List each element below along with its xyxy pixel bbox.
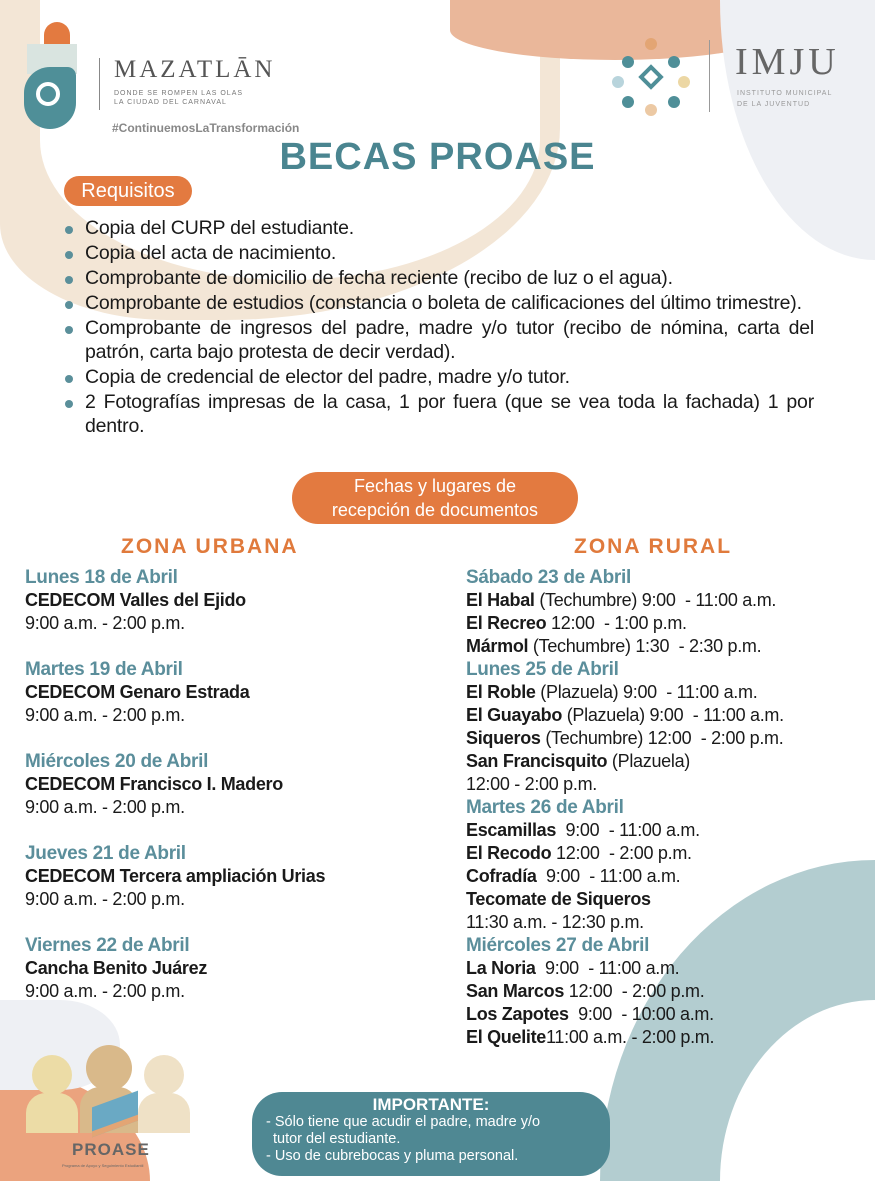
- rural-time: 11:30 a.m. - 12:30 p.m.: [466, 912, 644, 932]
- imju-divider: [709, 40, 710, 112]
- rural-location: [466, 681, 866, 704]
- rural-time: (Techumbre) 12:00 - 2:00 p.m.: [540, 728, 784, 748]
- rural-location: [466, 589, 866, 612]
- logo-divider: [99, 58, 100, 110]
- rural-time: (Techumbre) 1:30 - 2:30 p.m.: [528, 636, 762, 656]
- dates-banner: [292, 472, 578, 524]
- rural-location: [466, 911, 866, 934]
- rural-location: [466, 750, 866, 773]
- rural-place: El Habal: [466, 590, 535, 610]
- rural-time: 12:00 - 2:00 p.m.: [466, 774, 597, 794]
- rural-location: [466, 727, 866, 750]
- urban-place: Cancha Benito Juárez: [25, 958, 208, 978]
- rural-time: 11:00 a.m. - 2:00 p.m.: [546, 1027, 715, 1047]
- rural-place: Tecomate de Siqueros: [466, 889, 651, 909]
- zona-rural-title: ZONA RURAL: [574, 535, 733, 558]
- proase-logo-sub: Programa de Apoyo y Seguimiento Estudiantil: [62, 1163, 144, 1168]
- rural-time: 9:00 - 10:00 a.m.: [568, 1004, 714, 1024]
- urban-date: Miércoles 20 de Abril: [25, 751, 209, 772]
- rural-time: (Plazuela) 9:00 - 11:00 a.m.: [562, 705, 784, 725]
- urban-date-block: [25, 566, 425, 635]
- rural-place: Los Zapotes: [466, 1004, 569, 1024]
- imju-sub1: INSTITUTO MUNICIPAL: [737, 90, 833, 97]
- zona-urbana-title: ZONA URBANA: [121, 535, 299, 558]
- urban-time: 9:00 a.m. - 2:00 p.m.: [25, 981, 185, 1001]
- rural-place: El Roble: [466, 682, 536, 702]
- urban-time: 9:00 a.m. - 2:00 p.m.: [25, 889, 185, 909]
- rural-place: La Noria: [466, 958, 536, 978]
- rural-place: El Quelite: [466, 1027, 547, 1047]
- rural-location: [466, 842, 866, 865]
- requisitos-label: Requisitos: [64, 176, 192, 206]
- dates-banner-line2: recepción de documentos: [331, 500, 539, 520]
- rural-date: Lunes 25 de Abril: [466, 659, 619, 680]
- rural-location: [466, 1026, 866, 1049]
- rural-time: 9:00 - 11:00 a.m.: [536, 866, 681, 886]
- rural-location: [466, 819, 866, 842]
- rural-time: (Plazuela) 9:00 - 11:00 a.m.: [535, 682, 758, 702]
- urban-date-block: [25, 750, 425, 819]
- rural-place: El Guayabo: [466, 705, 563, 725]
- requirement-item: Copia del acta de nacimiento.: [62, 241, 814, 265]
- requirement-item: 2 Fotografías impresas de la casa, 1 por fuera (que se vea toda la fachada) 1 por dentro.: [62, 390, 814, 438]
- urban-date: Martes 19 de Abril: [25, 659, 183, 680]
- urban-date-block: [25, 842, 425, 911]
- urban-place: CEDECOM Valles del Ejido: [25, 590, 246, 610]
- rural-location: [466, 704, 866, 727]
- rural-place: Mármol: [466, 636, 529, 656]
- requirement-item: Comprobante de ingresos del padre, madre y/o tutor (recibo de nómina, carta del patrón, carta bajo protesta de decir verdad).: [62, 316, 814, 364]
- rural-time: 12:00 - 2:00 p.m.: [551, 843, 692, 863]
- hashtag: #ContinuemosLaTransformación: [112, 121, 300, 135]
- rural-location: [466, 1003, 866, 1026]
- rural-location: [466, 957, 866, 980]
- urban-time: 9:00 a.m. - 2:00 p.m.: [25, 705, 185, 725]
- rural-schedule: [466, 566, 866, 1049]
- important-line3: - Uso de cubrebocas y pluma personal.: [266, 1148, 519, 1164]
- rural-date: Miércoles 27 de Abril: [466, 935, 650, 956]
- rural-time: (Techumbre) 9:00 - 11:00 a.m.: [534, 590, 777, 610]
- rural-place: Siqueros: [466, 728, 541, 748]
- proase-logo-name: PROASE: [72, 1140, 150, 1159]
- important-title: IMPORTANTE:: [372, 1095, 490, 1114]
- rural-location: [466, 865, 866, 888]
- urban-place: CEDECOM Genaro Estrada: [25, 682, 250, 702]
- urban-time: 9:00 a.m. - 2:00 p.m.: [25, 613, 185, 633]
- mazatlan-tagline1: DONDE SE ROMPEN LAS OLAS: [114, 90, 244, 97]
- important-line2: tutor del estudiante.: [273, 1131, 401, 1147]
- important-line1: - Sólo tiene que acudir el padre, madre y/o: [266, 1114, 541, 1130]
- urban-place: CEDECOM Francisco I. Madero: [25, 774, 283, 794]
- requirement-item: Copia de credencial de elector del padre, madre y/o tutor.: [62, 365, 814, 389]
- urban-place: CEDECOM Tercera ampliación Urias: [25, 866, 326, 886]
- mazatlan-tagline2: LA CIUDAD DEL CARNAVAL: [114, 99, 227, 106]
- rural-place: Cofradía: [466, 866, 537, 886]
- important-box: [252, 1092, 610, 1176]
- requirement-item: Comprobante de domicilio de fecha reciente (recibo de luz o el agua).: [62, 266, 814, 290]
- rural-place: Escamillas: [466, 820, 557, 840]
- dates-banner-line1: Fechas y lugares de: [353, 476, 517, 496]
- mazatlan-name: MAZATLĀN: [114, 56, 276, 83]
- urban-date: Viernes 22 de Abril: [25, 935, 190, 956]
- rural-place: El Recreo: [466, 613, 547, 633]
- rural-location: [466, 612, 866, 635]
- mazatlan-logo: [22, 22, 82, 132]
- requirement-item: Copia del CURP del estudiante.: [62, 216, 814, 240]
- urban-time: 9:00 a.m. - 2:00 p.m.: [25, 797, 185, 817]
- rural-date: Martes 26 de Abril: [466, 797, 624, 818]
- rural-location: [466, 980, 866, 1003]
- page-title: BECAS PROASE: [279, 136, 596, 178]
- rural-place: San Francisquito: [466, 751, 608, 771]
- urban-date: Jueves 21 de Abril: [25, 843, 186, 864]
- rural-time: (Plazuela): [607, 751, 690, 771]
- rural-time: 9:00 - 11:00 a.m.: [556, 820, 700, 840]
- urban-schedule: [25, 566, 425, 1026]
- rural-place: El Recodo: [466, 843, 552, 863]
- imju-name: IMJU: [735, 41, 840, 83]
- urban-date: Lunes 18 de Abril: [25, 567, 178, 588]
- imju-sub2: DE LA JUVENTUD: [737, 101, 811, 108]
- rural-location: [466, 773, 866, 796]
- rural-place: San Marcos: [466, 981, 565, 1001]
- proase-logo: [24, 1025, 194, 1135]
- requirement-item: Comprobante de estudios (constancia o boleta de calificaciones del último trimestre).: [62, 291, 814, 315]
- rural-time: 12:00 - 2:00 p.m.: [564, 981, 705, 1001]
- requirements-list: [62, 216, 814, 439]
- urban-date-block: [25, 658, 425, 727]
- rural-location: [466, 888, 866, 911]
- imju-emblem-icon: [612, 38, 690, 116]
- urban-date-block: [25, 934, 425, 1003]
- rural-date: Sábado 23 de Abril: [466, 567, 631, 588]
- rural-location: [466, 635, 866, 658]
- rural-time: 12:00 - 1:00 p.m.: [546, 613, 687, 633]
- rural-time: 9:00 - 11:00 a.m.: [535, 958, 680, 978]
